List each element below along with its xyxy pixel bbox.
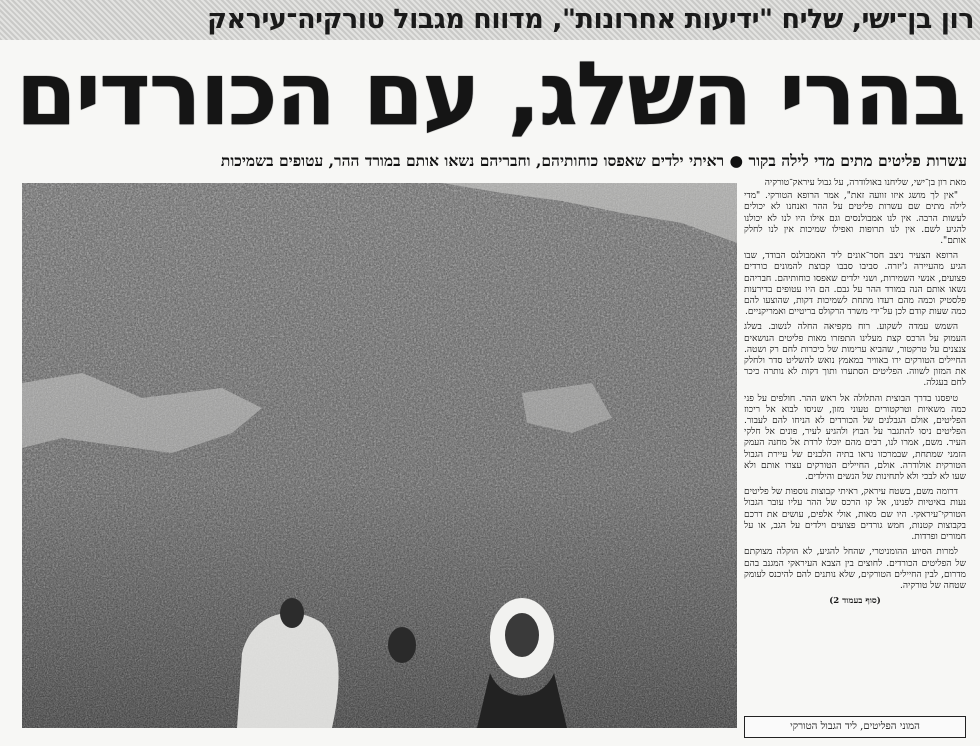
headline: בהרי השלג, עם הכורדים — [15, 44, 965, 144]
photo-caption: המוני הפליטים, ליד הגבול הטורקי — [744, 716, 966, 738]
article-paragraph: השמש עמדה לשקוע. רוח מקפיאה החלה לנשוב. בשלג העמוק על הרכס קצת מעלינו התפזרו מאות פליטים הנושאים צנצנים על טרקטור, שהביא ערימות של כיכרות לחם רק ושטה. החיילים הטורקים ירו באוויר במאמץ נואש להשליט סדר ולחלק את המזון לשווה. הפליטים הסתערו ותוך דקות לא נותרה כיכר לחם בעגלה. — [744, 322, 966, 389]
article-body — [744, 178, 966, 710]
continued-note: (סוף בעמוד 2) — [829, 596, 881, 607]
refugees-photo — [22, 183, 737, 728]
article-paragraph: למרות הסיוע ההומניטרי, שהחל להגיע, לא הוקלה מצוקתם של הפליטים הכורדים. לחוצים בין הצבא העיראקי המגנב בהם מדרום, לבין החיילים הטורקים, שלא נותנים להם להיכנס לעומק שטחה של טורקיה. — [744, 547, 966, 591]
article-paragraph: "אין לך מושג איזו זוועה זאת", אמר הרופא הטורקי. "מדי לילה מתים שם עשרות פליטים על ההר ואנחנו לא יכולים לעשות הרבה. אין לנו אמבולנסים וגם אילו היו לנו לא יכולנו להגיע לשם. אין לנו תרופות ואפילו שמיכות אין לנו לחלק אותם". — [744, 191, 966, 247]
article-paragraph: דרומה משם, בשטח עיראק, ראיתי קבוצות נוספות של פליטים נעות באיטיות לפנינו, אל קו הרכס של ההר עליו עובר הגבול הטורקי־עיראקי. היו שם מאות, אולי אלפים, עושים את דרכם בקבוצות קטנות, חמש גורדים פצועים וילדים על הגב, או על חמורים ופרדות. — [744, 487, 966, 543]
article-paragraph: הרופא הצעיר ניצב חסר־אונים ליד האמבולנס הבודד, שבו הגיע מהעיירה ג'יזרה. סביבו סבבו קבוצת להמונים כורדים פצועים, אנשי השמירות, ושני ילדים שאפסו כוחותיהם. חבריהם נשאו אותם הנה במורד ההר על גבם. הם היו עטופים בדירעות פלסטיק וכמה מהם רעדו מתחת לשמיכות דקות, שהוצעו להם כמה שעות קודם לכן על־ידי משרד הרקולס בריטיים ואמריקניים. — [744, 251, 966, 318]
kicker-line: רון בן־ישי, שליח "ידיעות אחרונות", מדווח מגבול טורקיה־עיראק — [207, 4, 974, 35]
article-paragraph: טיפסנו בדרך הבוצית והתלולה אל ראש ההר. חולפים על פני כמה משאיות וטרקטורים טעוני מזון, שניסו לבוא אל ריכוז הפליטים, אולם הגבלנים של הכורדים לא הניחו להם לעבור. הפליטים ניסו להתגבר על הבוץ ולהגיע לעיר, פונים אל חלקי העיר. משם, אמרו לנו, רבים מהם יוכלו לרדת אל מחנה העמק הזמני שמתחת, שבמרכזו נראו בתיה הלבנים של עיירת הגבול הטורקית אולודרה. אולם, החיילים הטורקים עצרו אותם ולא שעו לא לבכי ולא לתחינות של הנשים והילדים. — [744, 393, 966, 483]
subheadline: עשרות פליטים מתים מדי לילה בקור ● ראיתי ילדים שאפסו כוחותיהם, וחבריהם נשאו אותם במורד ההר, עטופים בשמיכות — [220, 151, 967, 170]
article-byline: מאת רון בן־ישי, שליחנו באולודרה, על גבול עיראק־טורקיה — [764, 178, 966, 188]
